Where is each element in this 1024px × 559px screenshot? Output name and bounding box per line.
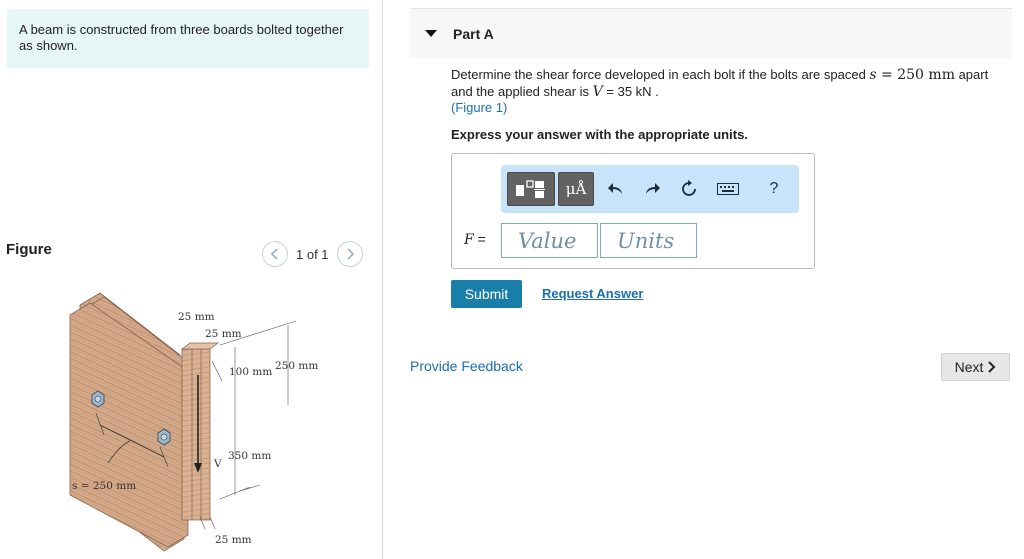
units-input[interactable]: Units [600, 223, 697, 258]
figure-title: Figure [6, 241, 52, 258]
answer-box [451, 153, 815, 269]
beam-figure [60, 285, 320, 555]
chevron-right-icon [345, 248, 355, 260]
answer-equals: = [473, 231, 486, 247]
shear-label: V [214, 458, 222, 470]
right-panel [410, 0, 1012, 559]
question-text [451, 67, 1011, 117]
bolt-icon [158, 429, 170, 445]
math-toolbar [501, 165, 799, 213]
beam-end-face [182, 349, 210, 520]
bolt-icon [92, 391, 104, 407]
redo-icon [644, 182, 660, 196]
value-input[interactable]: Value [501, 223, 598, 258]
part-title: Part A [453, 26, 494, 42]
intro-text: A beam is constructed from three boards bolted together as shown. [19, 22, 344, 53]
next-figure-button[interactable] [337, 241, 363, 267]
question-line2-end: . [651, 83, 659, 99]
keyboard-icon [717, 183, 739, 195]
dim-label-250: 250 mm [275, 360, 319, 372]
undo-button[interactable] [604, 177, 628, 201]
collapse-caret-icon[interactable] [425, 30, 437, 37]
question-line2: and the applied shear is [451, 83, 593, 99]
dim-label-25-bottom: 25 mm [215, 534, 252, 546]
next-button[interactable] [941, 353, 1010, 381]
part-a-header[interactable] [410, 8, 1012, 58]
question-line1: Determine the shear force developed in each bolt if the bolts are spaced [451, 67, 870, 82]
reset-icon [680, 180, 698, 198]
question-line1-end: apart [954, 67, 989, 82]
undo-icon [608, 182, 624, 196]
v-symbol: V [592, 83, 603, 100]
chevron-right-icon [987, 361, 996, 373]
dim-label-350: 350 mm [228, 450, 272, 462]
dim-label-100: 100 mm [229, 366, 273, 378]
figure-link[interactable]: (Figure 1) [451, 100, 508, 115]
v-value: = 35 kN [602, 83, 652, 99]
redo-button[interactable] [640, 177, 664, 201]
answer-instruction: Express your answer with the appropriate units. [451, 127, 748, 142]
next-label: Next [954, 359, 984, 375]
keyboard-button[interactable] [715, 177, 741, 201]
reset-button[interactable] [677, 177, 701, 201]
provide-feedback-link[interactable]: Provide Feedback [410, 358, 523, 374]
figure-page-counter: 1 of 1 [296, 246, 329, 262]
figure-pager [262, 241, 363, 267]
prev-figure-button[interactable] [262, 241, 288, 267]
answer-variable: F [464, 232, 474, 248]
dim-label-25-second: 25 mm [205, 328, 242, 340]
problem-intro [7, 9, 369, 68]
help-button[interactable]: ? [769, 180, 779, 197]
chevron-left-icon [270, 248, 280, 260]
s-value: = 250 mm [876, 67, 955, 83]
submit-button[interactable]: Submit [451, 280, 522, 308]
templates-button[interactable] [507, 172, 555, 206]
front-board [70, 303, 188, 547]
left-panel [0, 0, 383, 559]
spacing-label: s = 250 mm [72, 480, 137, 492]
answer-label [464, 231, 486, 248]
s-symbol: s [869, 67, 877, 83]
dim-label-25-top: 25 mm [178, 311, 215, 323]
units-button[interactable]: μÅ [558, 172, 594, 206]
templates-icon [513, 178, 549, 200]
request-answer-link[interactable]: Request Answer [542, 286, 644, 301]
